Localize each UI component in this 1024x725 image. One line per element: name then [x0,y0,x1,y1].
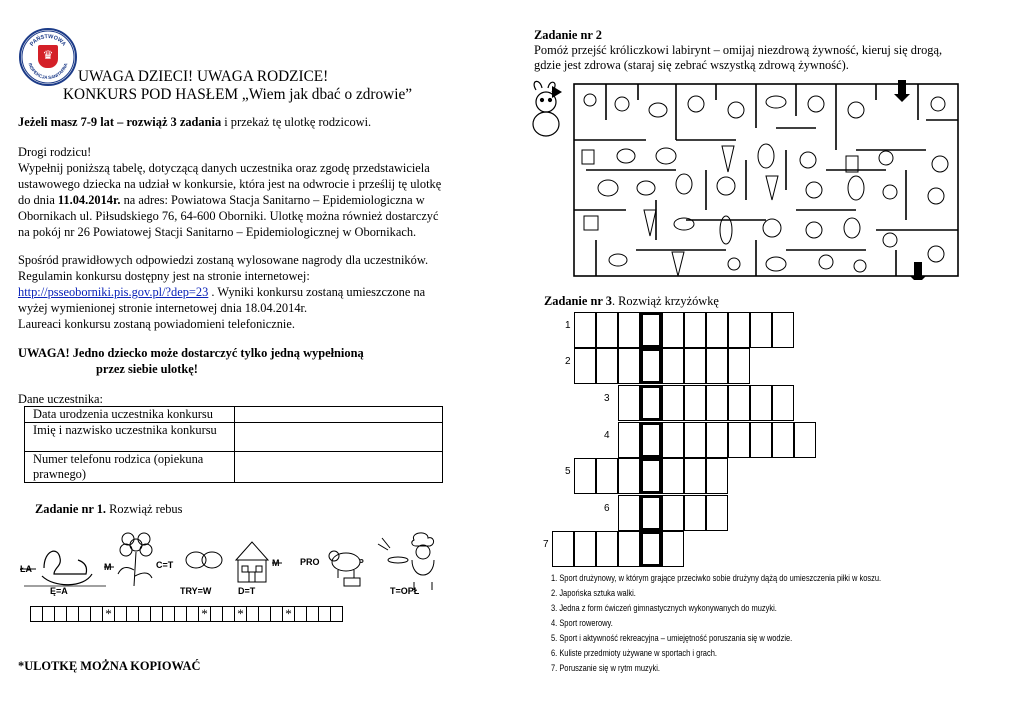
parents-text: na pokój nr 26 Powiatowej Stacji Sanitarno – Epidemiologicznej w Obornikach. [18,225,417,239]
prize-text: Spośród prawidłowych odpowiedzi zostaną wylosowane nagrody dla uczestników. [18,253,429,267]
house-picture [236,542,268,582]
flower-picture [118,533,152,586]
crossword-cell[interactable] [750,385,772,421]
cook-picture [378,533,434,590]
crossword-cell[interactable] [662,531,684,567]
food-maze [526,80,966,280]
rebus-token: Ę=A [50,586,68,596]
crossword-cell[interactable] [662,385,684,421]
warning-line-2: przez siebie ulotkę! [96,362,198,376]
crossword-cell[interactable] [596,312,618,348]
rebus-picture [14,530,444,610]
crossword-cell[interactable] [618,385,640,421]
prize-text: Laureaci konkursu zostaną powiadomieni telefonicznie. [18,317,295,331]
prize-text: Regulamin konkursu dostępny jest na stronie internetowej: [18,269,310,283]
sanitary-inspection-logo [19,28,77,86]
crossword-cell[interactable] [662,458,684,494]
crossword-cell[interactable] [706,385,728,421]
rebus-token: M [104,562,112,572]
answer-cell[interactable]: * [198,606,211,622]
crossword-cell[interactable] [618,312,640,348]
food-pictures [582,94,948,276]
crossword-clue: 1. Sport drużynowy, w którym grające przeciwko sobie drużyny dążą do umieszczenia piłki w koszu. [551,573,882,584]
crossword-cell[interactable] [684,348,706,384]
task3-label: Zadanie nr 3. Rozwiąż krzyżówkę [544,294,719,308]
swan-picture [24,551,106,586]
crossword-cell[interactable] [574,348,596,384]
title-line-1: UWAGA DZIECI! UWAGA RODZICE! [78,68,329,85]
crossword-cell[interactable] [706,422,728,458]
crossword-cell[interactable] [706,348,728,384]
crossword-cell[interactable] [684,385,706,421]
crossword-cell[interactable] [772,385,794,421]
crossword-cell[interactable] [618,348,640,384]
crossword-row-number: 5 [565,466,571,477]
crossword-cell[interactable] [662,495,684,531]
crossword-cell[interactable] [618,495,640,531]
phone-field[interactable] [235,452,443,483]
crossword-cell[interactable] [596,348,618,384]
crossword-key-cell[interactable] [640,495,662,531]
crossword-cell[interactable] [794,422,816,458]
crossword-key-cell[interactable] [640,531,662,567]
prize-text: http://psseoborniki.pis.gov.pl/?dep=23 . Wyniki konkursu zostaną umieszczone na [18,285,426,299]
parent-greeting: Drogi rodzicu! [18,145,92,159]
crossword-row-number: 2 [565,356,571,367]
rebus-token: M [272,558,280,568]
crossword-cell[interactable] [618,458,640,494]
table-row [25,407,443,423]
crossword-cell[interactable] [684,458,706,494]
crossword-key-cell[interactable] [640,312,662,348]
task2-text: gdzie jest zdrowa (staraj się zebrać wszystką zdrową żywność). [534,58,849,72]
crossword-key-cell[interactable] [640,385,662,421]
warning-line-1: UWAGA! Jedno dziecko może dostarczyć tylko jedną wypełnioną [18,346,364,360]
participant-heading: Dane uczestnika: [18,392,103,406]
crossword-row-number: 3 [604,393,610,404]
crossword-cell[interactable] [706,495,728,531]
logo-text-top: PAŃSTWOWA [29,33,67,48]
answer-cell[interactable]: * [102,606,115,622]
copy-note: *ULOTKĘ MOŻNA KOPIOWAĆ [18,659,201,673]
crossword-clue: 3. Jedna z form ćwiczeń gimnastycznych wykonywanych do muzyki. [551,603,777,614]
rules-link[interactable]: http://psseoborniki.pis.gov.pl/?dep=23 [18,285,209,299]
crossword-row-number: 6 [604,503,610,514]
rebus-token: ŁA [20,564,32,574]
crossword-cell[interactable] [574,531,596,567]
crossword-row-number: 1 [565,320,571,331]
pig-picture [329,551,363,586]
crossword-cell[interactable] [662,422,684,458]
answer-cell[interactable]: * [234,606,247,622]
table-row [25,452,443,483]
crossword-cell[interactable] [684,495,706,531]
crossword-cell[interactable] [574,312,596,348]
crossword-cell[interactable] [684,422,706,458]
crossword-cell[interactable] [618,531,640,567]
crossword-cell[interactable] [596,458,618,494]
crossword-cell[interactable] [684,312,706,348]
row-label: Imię i nazwisko uczestnika konkursu [25,423,235,452]
crossword-key-cell[interactable] [640,348,662,384]
crossword-clue: 4. Sport rowerowy. [551,618,613,629]
crossword-clues [551,571,881,676]
crossword-cell[interactable] [618,422,640,458]
task1-label: Zadanie nr 1. Rozwiąż rebus [35,502,183,516]
birth-date-field[interactable] [235,407,443,423]
task2-text: Pomóż przejść króliczkowi labirynt – omijaj niezdrową żywność, kieruj się drogą, [534,43,943,57]
rebus-token: PRO [300,557,320,567]
crossword-clue: 2. Japońska sztuka walki. [551,588,636,599]
crossword-cell[interactable] [552,531,574,567]
crossword-cell[interactable] [662,348,684,384]
rebus-answer-row[interactable] [30,606,342,622]
eggs-picture [186,552,222,568]
crossword-cell[interactable] [728,312,750,348]
crossword-key-cell[interactable] [640,422,662,458]
row-label: Data urodzenia uczestnika konkursu [25,407,235,423]
parents-text: Wypełnij poniższą tabelę, dotyczącą danych uczestnika oraz zgodę przedstawiciela [18,161,430,175]
crossword-key-cell[interactable] [640,458,662,494]
row-label: Numer telefonu rodzica (opiekuna prawnego) [25,452,235,483]
title-line-2: KONKURS POD HASŁEM „Wiem jak dbać o zdrowie” [63,86,413,103]
rebus-token: D=T [238,586,256,596]
crossword-cell[interactable] [728,385,750,421]
crossword-row-number: 7 [543,539,549,550]
crossword-cell[interactable] [750,422,772,458]
participant-table [24,406,443,483]
crossword-clue: 7. Poruszanie się w rytm muzyki. [551,663,660,674]
rebus-token: T=OPŁ [390,586,420,596]
crossword-cell[interactable] [574,458,596,494]
rebus-token: C=T [156,560,174,570]
crossword-cell[interactable] [772,422,794,458]
parents-text: Obornikach ul. Piłsudskiego 76, 64-600 Oborniki. Ulotkę można również dostarczyć [18,209,439,223]
parents-text: ustawowego dziecka na udział w konkursie, która jest na odwrocie i prześlij tę ulotkę [18,177,442,191]
crossword-cell[interactable] [728,348,750,384]
crossword-cell[interactable] [596,531,618,567]
task2-title: Zadanie nr 2 [534,28,602,42]
prize-text: wyżej wymienionej stronie internetowej dnia 18.04.2014r. [18,301,308,315]
crossword-row-number: 4 [604,430,610,441]
crossword-cell[interactable] [728,422,750,458]
crossword-cell[interactable] [662,312,684,348]
parents-text: do dnia 11.04.2014r. na adres: Powiatowa Stacja Sanitarno – Epidemiologiczna w [18,193,425,207]
logo-text-bottom: INSPEKCJA SANITARNA [27,62,69,81]
intro-line: Jeżeli masz 7-9 lat – rozwiąż 3 zadania i przekaż tę ulotkę rodzicowi. [18,115,372,129]
answer-cell[interactable] [330,606,343,622]
crossword-clue: 6. Kuliste przedmioty używane w sportach i grach. [551,648,717,659]
crossword-cell[interactable] [772,312,794,348]
name-field[interactable] [235,423,443,452]
answer-cell[interactable]: * [282,606,295,622]
rebus-token: TRY=W [180,586,212,596]
eagle-icon: ♛ [42,48,54,62]
table-row [25,423,443,452]
crossword-cell[interactable] [706,312,728,348]
crossword-cell[interactable] [750,312,772,348]
crossword-clue: 5. Sport i aktywność rekreacyjna – umiejętność poruszania się w wodzie. [551,633,793,644]
crossword-cell[interactable] [706,458,728,494]
